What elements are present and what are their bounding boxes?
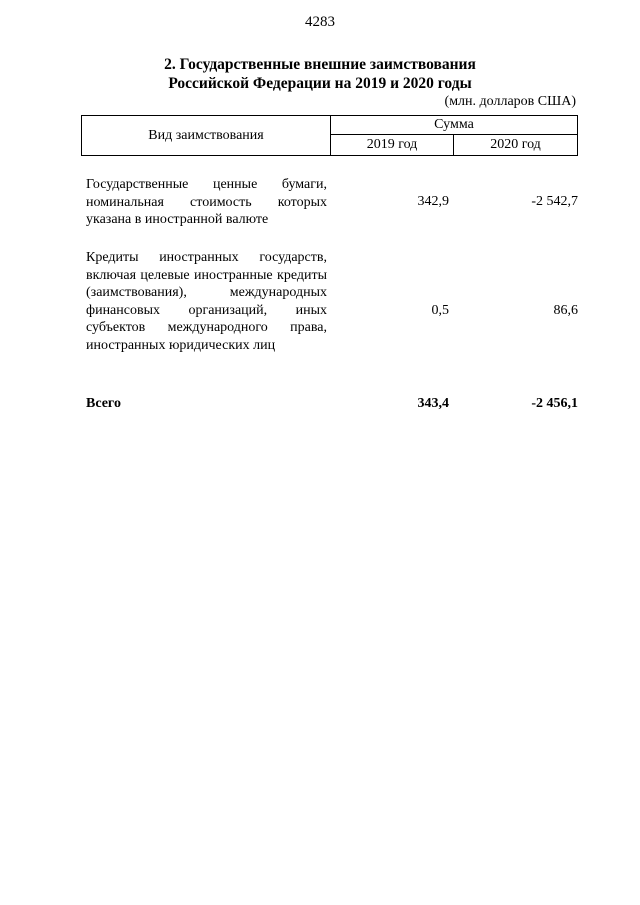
- header-2020: 2020 год: [454, 135, 578, 156]
- row-description: Государственные ценные бумаги, номинальная стоимость которых указана в иностранной валюте: [86, 177, 327, 227]
- units-note: (млн. долларов США): [444, 94, 576, 109]
- page-number: 4283: [305, 14, 335, 30]
- header-sum: Сумма: [331, 116, 578, 135]
- row-value-2019: 0,5: [431, 303, 449, 318]
- table-header: [81, 115, 578, 156]
- row-value-2019: 342,9: [417, 194, 449, 209]
- title-line-1: 2. Государственные внешние заимствования: [164, 56, 476, 73]
- row-value-2020: -2 542,7: [531, 194, 578, 209]
- row-description: Кредиты иностранных государств, включая целевые иностранные кредиты (заимствования), международных финансовых организаций, иных субъектов международного права, иностранных юридических лиц: [86, 250, 327, 353]
- header-2019: 2019 год: [331, 135, 454, 156]
- document-title: [0, 55, 640, 93]
- total-value-2020: -2 456,1: [531, 396, 578, 411]
- title-line-2: Российской Федерации на 2019 и 2020 годы: [168, 75, 472, 92]
- total-label: Всего: [86, 396, 121, 411]
- total-value-2019: 343,4: [417, 396, 449, 411]
- header-borrowing-type: Вид заимствования: [82, 116, 331, 156]
- row-value-2020: 86,6: [553, 303, 578, 318]
